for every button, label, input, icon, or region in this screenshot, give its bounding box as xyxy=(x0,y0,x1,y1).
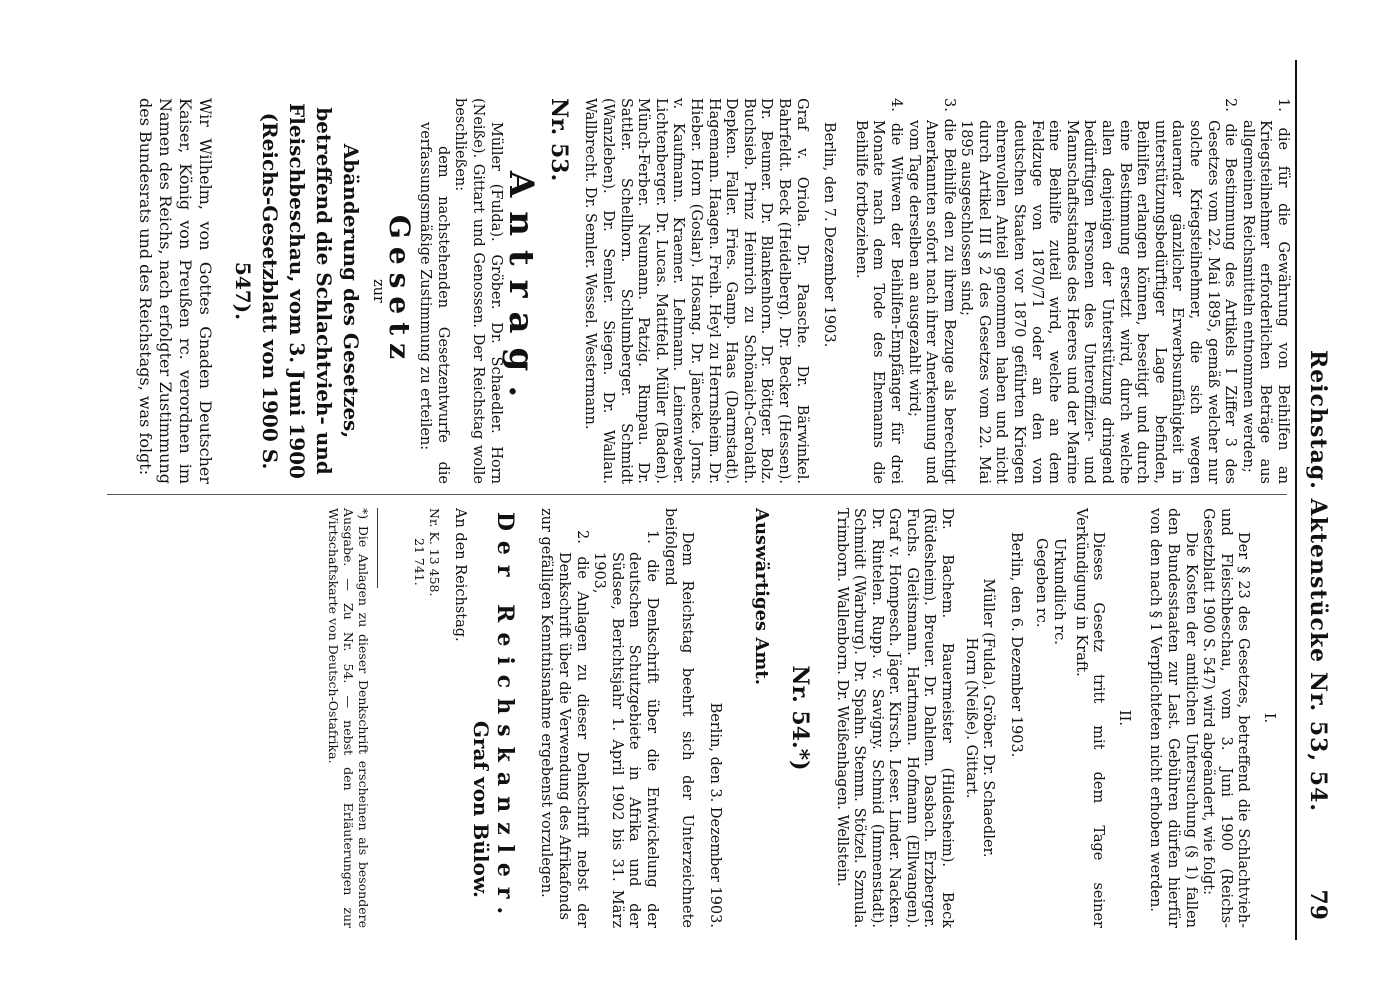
signers-list: Dr. Bachem. Bauermeister (Hildesheim). Beck (Rüdesheim). Breuer. Dr. Dahlem. Dasbach. Erzberger. Fuchs. Gleitsmann. Hartmann. Hofmann (Ellwangen). Graf v. Hompesch. Jäger. Kirsch. Leser. Linder. Nacken. Dr. Rintelen. Rupp. v. Savigny. Schmid (Immenstadt). Schmidt (Warburg). Dr. Spahn. Stemm. Stötzel. Szmula. Trimborn. Wallenborn. Dr. Weißenhagen. Wellstein. xyxy=(833,508,956,928)
addressee: An den Reichstag. xyxy=(451,508,468,642)
outro: zur gefälligen Kenntnisnahme ergebenst vorzulegen. xyxy=(538,508,555,898)
document-number-53: Nr. 53. xyxy=(545,98,572,182)
office-heading: Auswärtiges Amt. xyxy=(751,508,773,686)
right-column xyxy=(326,508,1291,928)
date-line: Berlin, den 6. Dezember 1903. xyxy=(1007,532,1024,758)
dfg-margin xyxy=(0,605,24,1000)
signature-graf: Graf von Bülow. xyxy=(469,720,494,898)
list-item: 2. die Bestimmung des Artikels I Ziffer 3 des Gesetzes vom 22. Mai 1895, gemäß welcher nur solche Kriegsteilnehmer, die sich wegen dauernder gänzlicher Erwerbsunfähigkeit in unterstützungsbedürftiger Lage befinden, Beihilfen erlangen können, beseitigt und durch eine Bestimmung ersetzt wird, durch welche allen denjenigen der Unterstützung dringend bedürftigen Personen des Unteroffizier- und Mannschaftsstandes des Heeres und der Marine eine Beihilfe zuteil wird, welche an dem Feldzuge von 1870/71 oder an den von deutschen Staaten vor 1870 geführten Kriegen ehrenvollen Anteil genommen haben und nicht durch Artikel III § 2 des Gesetzes vom 22. Mai 1895 ausgeschlossen sind; xyxy=(958,98,1239,484)
footnote: *) Die Anlagen zu dieser Denkschrift erscheinen als besondere Ausgabe. — Zu Nr. 54. — nebst den Erläuterungen zur Wirtschaftskarte von Deutsch-Ostafrika. xyxy=(326,508,372,928)
signatories: Graf v. Oriola. Dr. Paasche. Dr. Bärwinkel. Bahrfeldt. Beck (Heidelberg). Dr. Becker (Hessen). Dr. Beumer. Dr. Blankenhorn. Dr. Böttger. Bolz. Buchsieb. Prinz Heinrich zu Schönaich-Carolath. Depken. Faller. Fries. Gamp. Haas (Darmstadt). Hagemann. Haagen. Freih. Heyl zu Herrnsheim. Dr. Hieber. Horn (Goslar). Hosang. Dr. Jänecke. Jorns. v. Kaufmann. Kraemer. Lehmann. Leinenweber. Lichtenberger. Dr. Lucas. Mattfeld. Müller (Baden). Münch-Ferber. Neumann. Patzig. Rimpau. Dr. Sattler. Schellhorn. Schlumberger. Schmidt (Wanzleben). Dr. Semler. Siegen. Dr. Wallau. Wallbrecht. Dr. Semler. Wessel. Westermann. xyxy=(582,98,810,484)
antrag-text: Müller (Fulda). Gröber. Dr. Schaedler. Horn (Neiße). Gittart und Genossen. Der Reichstag wolle beschließen: xyxy=(452,98,504,484)
section-ii: II. xyxy=(1115,709,1132,727)
page-number: 79 xyxy=(1305,889,1331,920)
law-title: Abänderung des Gesetzes, betreffend die Schlachtvieh- und Fleischbeschau, vom 3. Juni 1900 (Reichs-Gesetzblatt von 1900 S. 547). xyxy=(231,103,364,479)
list-item: 1. die für die Gewährung von Beihilfen an Kriegsteilnehmer erforderlichen Beträge aus allgemeinen Reichsmitteln entnommen werden; xyxy=(1239,98,1291,484)
list-item: 3. die Beihilfe den zu ihrem Bezuge als berechtigt Anerkannten sofort nach ihrer Anerkennung und vom Tage derselben an ausgezahlt wird; xyxy=(905,98,957,484)
gesetz-heading: Gesetz xyxy=(382,214,416,368)
antrag-text-2: dem nachstehenden Gesetzentwurfe die verfassungsmäßige Zustimmung zu erteilen: xyxy=(417,122,451,484)
list-item: 2. die Anlagen zu dieser Denkschrift nebst der Denkschrift über die Verwendung des Afrikafonds xyxy=(556,530,590,928)
reference-number: 21 741. xyxy=(412,538,428,586)
document-number-54: Nr. 54.*) xyxy=(786,665,813,771)
column-divider xyxy=(107,494,1287,495)
date-line: Berlin, den 7. Dezember 1903. xyxy=(821,122,838,348)
zur-label: zur xyxy=(370,279,387,303)
left-column xyxy=(136,98,1292,484)
date-line: Berlin, den 3. Dezember 1903. xyxy=(706,702,723,928)
paragraph: Der § 23 des Gesetzes, betreffend die Schlachtvieh- und Fleischbeschau, vom 3. Juni 1900 (Reichs-Gesetzblatt 1900 S. 547) wird abgeändert, wie folgt: xyxy=(1200,508,1252,928)
references xyxy=(412,508,442,928)
footnote-rule xyxy=(377,508,378,588)
reference-number: Nr. K. 13 458. xyxy=(427,508,443,597)
list-item: 4. die Witwen der Beihilfen-Empfänger für drei Monate nach dem Tode des Ehemanns die Beihilfe fortbeziehen. xyxy=(852,98,904,484)
intro: Dem Reichstag beehrt sich der Unterzeichnete beifolgend xyxy=(661,508,696,928)
urkundlich: Urkundlich rc. xyxy=(1051,538,1068,645)
signers-lead: Müller (Fulda). Gröber. Dr. Schaedler. Horn (Neiße). Gittart. xyxy=(962,578,997,858)
preamble: Wir Wilhelm, von Gottes Gnaden Deutscher Kaiser, König von Preußen rc. verordnen im Namen des Reichs, nach erfolgter Zustimmung des Bundesrats und des Reichstags, was folgt: xyxy=(136,98,216,484)
paragraph: Die Kosten der amtlichen Untersuchung (§ 1) fallen den Bundesstaaten zur Last. Gebühren dürfen hierfür von den nach § 1 Verpflichteten nicht erhoben werden. xyxy=(1147,508,1199,928)
header-rule xyxy=(1295,60,1297,940)
paragraph: Dieses Gesetz tritt mit dem Tage seiner Verkündigung in Kraft. xyxy=(1072,508,1107,928)
section-i: I. xyxy=(1261,712,1277,724)
header-title: Reichstag. Aktenstücke Nr. 53, 54. xyxy=(1305,350,1331,813)
page-header xyxy=(1291,50,1331,950)
reichskanzler-heading: Der Reichskanzler. xyxy=(491,511,518,925)
antrag-heading: Antrag. xyxy=(501,170,542,412)
list-item: 1. die Denkschrift über die Entwickelung der deutschen Schutzgebiete in Afrika und der Südsee, Berichtsjahr 1. April 1902 bis 31. März 1903, xyxy=(591,530,660,928)
gegeben: Gegeben rc. xyxy=(1033,538,1050,628)
